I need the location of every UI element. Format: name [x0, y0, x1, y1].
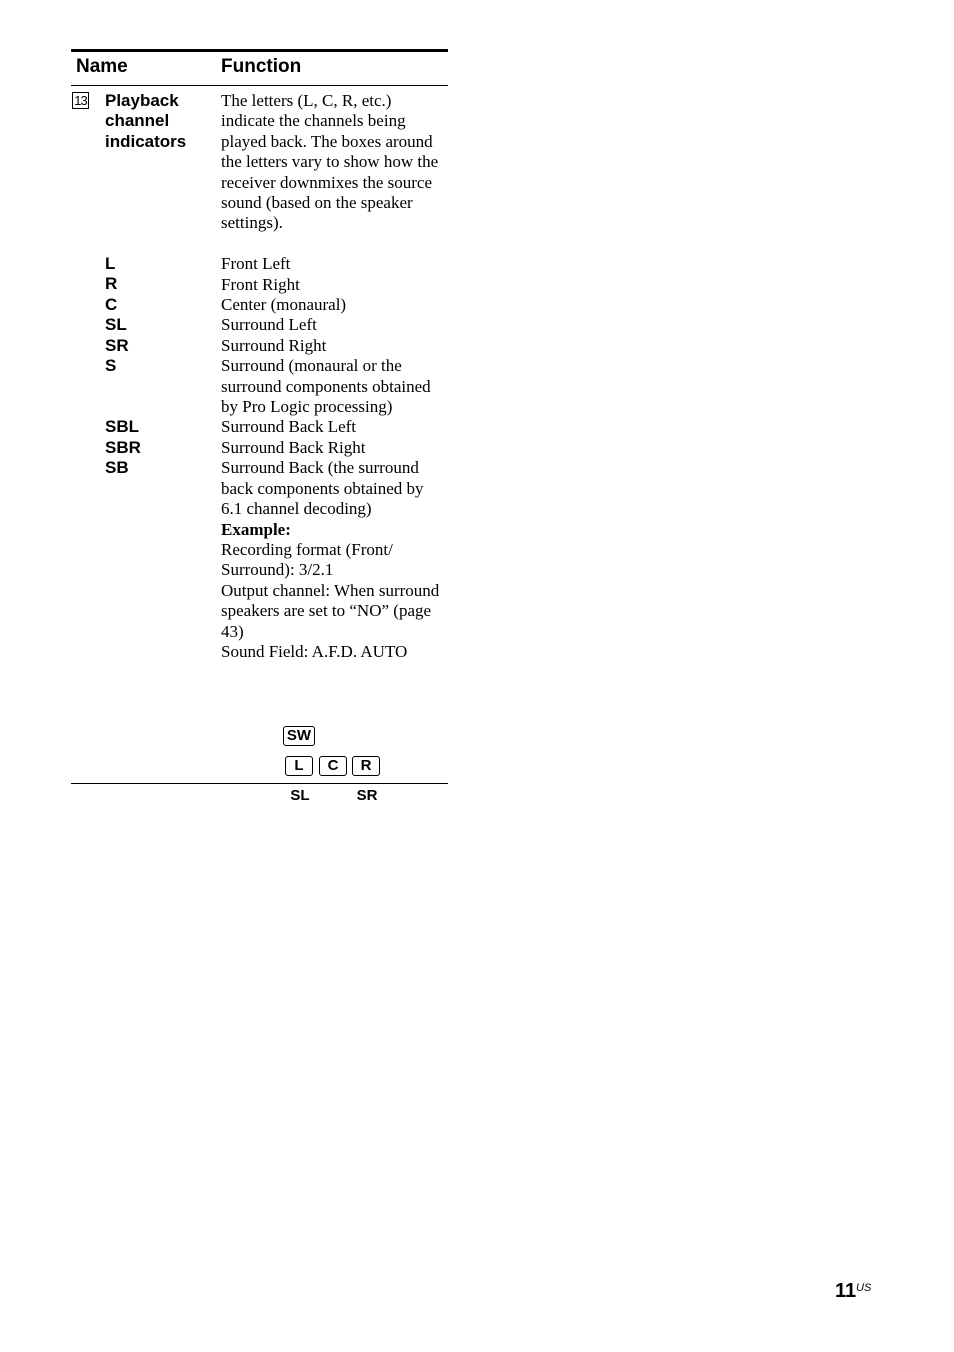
example-line: Recording format (Front/ Surround): 3/2.1 — [221, 539, 393, 580]
channel-code: SBR — [105, 437, 141, 457]
item-name-line: indicators — [105, 131, 187, 151]
header-function: Function — [221, 56, 302, 77]
channel-code: SBL — [105, 417, 139, 437]
example-line: Sound Field: A.F.D. AUTO — [221, 641, 408, 661]
channel-desc: Surround Left — [221, 315, 317, 335]
example-label: Example: — [221, 519, 291, 539]
page-number: 11 — [835, 1280, 857, 1302]
sw-indicator: SW — [283, 726, 315, 746]
item-name — [105, 91, 215, 152]
item-number: 13 — [72, 92, 89, 109]
example-line: Output channel: When surround speakers are set to “NO” (page 43) — [221, 580, 440, 641]
channel-codes — [105, 254, 205, 478]
channel-desc: Surround Right — [221, 335, 327, 355]
channel-desc: Surround Back (the surround back components obtained by 6.1 channel decoding) — [221, 458, 424, 519]
channel-desc: Front Left — [221, 254, 291, 274]
channel-code: SR — [105, 335, 129, 355]
function-text — [221, 91, 449, 662]
channel-display-example — [271, 724, 391, 814]
function-intro: The letters (L, C, R, etc.) indicate the channels being played back. The boxes around the letters vary to show how the receiver downmixes the source sound (based on the speaker settings). — [221, 91, 439, 233]
channel-desc: Center (monaural) — [221, 295, 347, 315]
sl-indicator: SL — [290, 787, 310, 804]
page-region-suffix: US — [856, 1282, 872, 1294]
item-name-line: Playback — [105, 91, 179, 110]
channel-code: SB — [105, 457, 129, 477]
channel-desc: Front Right — [221, 274, 300, 294]
r-indicator: R — [352, 756, 380, 776]
channel-code: L — [105, 254, 116, 273]
function-table — [71, 49, 448, 804]
l-indicator: L — [285, 756, 313, 776]
c-indicator: C — [319, 756, 347, 776]
channel-desc: Surround Back Left — [221, 417, 357, 437]
table-header — [71, 52, 448, 86]
item-name-line: channel — [105, 111, 170, 131]
channel-desc: Surround Back Right — [221, 437, 366, 457]
table-bottom-rule — [71, 783, 448, 784]
header-name: Name — [76, 56, 128, 77]
channel-code: SL — [105, 315, 127, 335]
sr-indicator: SR — [356, 787, 378, 804]
channel-code: R — [105, 274, 118, 294]
channel-code: S — [105, 355, 117, 375]
table-row — [71, 86, 448, 804]
channel-desc: Surround (monaural or the surround components obtained by Pro Logic processing) — [221, 356, 431, 417]
channel-code: C — [105, 294, 118, 314]
